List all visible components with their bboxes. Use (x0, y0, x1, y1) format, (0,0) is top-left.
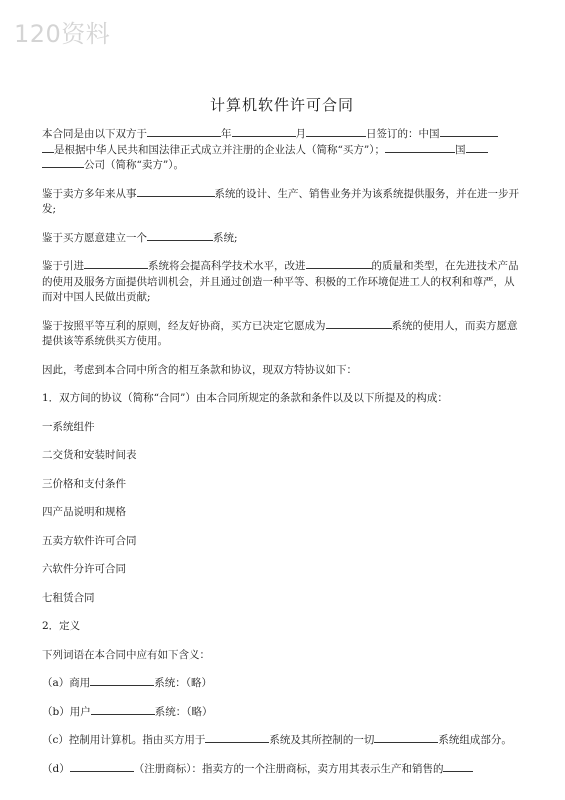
list-item: 四产品说明和规格 (42, 506, 126, 518)
blank-month[interactable] (232, 135, 296, 137)
blank-buyer-name-cont[interactable] (42, 151, 54, 153)
blank-product-name[interactable] (443, 770, 473, 772)
whereas-paragraph-4: 鉴于按照平等互利的原则，经友好协商，买方已决定它愿成为 系统的使用人，而卖方愿意提供该等系统供买方使用。 (42, 319, 518, 347)
blank-system-4[interactable] (326, 327, 392, 329)
list-item: 三价格和支付条件 (42, 477, 126, 490)
definition-b: （b）用户 系统：（略） (42, 705, 213, 718)
intro-paragraph: 本合同是由以下双方于 年 月 日签订的：中国 是根据中华人民共和国法律正式成立并注册的企业法人（简称“买方”）； 国 公司（简称“卖方”）。 (42, 127, 522, 174)
whereas-paragraph-1: 鉴于卖方多年来从事 系统的设计、生产、销售业务并为该系统提供服务，并在进一步开发; (42, 187, 519, 215)
blank-system-2[interactable] (147, 239, 213, 241)
blank-seller-name-cont[interactable] (42, 166, 84, 168)
blank-controlled-system[interactable] (374, 741, 438, 743)
blank-buyer-name[interactable] (440, 135, 498, 137)
list-item: 一系统组件 (42, 420, 95, 433)
blank-year[interactable] (147, 135, 221, 137)
blank-user-system[interactable] (91, 713, 155, 715)
blank-control-system[interactable] (205, 741, 269, 743)
definitions-intro: 下列词语在本合同中应有如下含义： (42, 648, 210, 661)
blank-system-3[interactable] (84, 267, 148, 269)
blank-commercial-system[interactable] (90, 684, 154, 686)
therefore-paragraph: 因此，考虑到本合同中所含的相互条款和协议，现双方特协议如下： (42, 363, 357, 376)
clause-2-heading: 2．定义 (42, 620, 81, 632)
clause-1: 1．双方间的协议（简称“合同”）由本合同所规定的条款和条件以及以下所提及的构成： (42, 392, 448, 404)
contract-page (42, 94, 522, 777)
watermark-logo: 120资料 (14, 20, 111, 48)
definition-d: （d） （注册商标）：指卖方的一个注册商标，卖方用其表示生产和销售的 (42, 762, 522, 778)
list-item: 七租赁合同 (42, 591, 95, 604)
blank-country[interactable] (385, 151, 455, 153)
blank-product[interactable] (306, 267, 372, 269)
blank-system-1[interactable] (137, 195, 215, 197)
definition-a: （a）商用 系统：（略） (42, 677, 213, 689)
list-item: 六软件分许可合同 (42, 563, 126, 575)
list-item: 五卖方软件许可合同 (42, 534, 137, 547)
blank-seller-name[interactable] (466, 151, 488, 153)
definition-c: （c）控制用计算机。指由买方用于 系统及其所控制的一切 系统组成部分。 (42, 734, 512, 746)
blank-trademark[interactable] (70, 770, 134, 772)
whereas-paragraph-2: 鉴于买方愿意建立一个 系统; (42, 231, 238, 244)
blank-day[interactable] (306, 135, 366, 137)
whereas-paragraph-3: 鉴于引进 系统将会提高科学技术水平，改进 的质量和类型，在先进技术产品的使用及服务方面提供培训机会，并且通过创造一种平等、积极的工作环境促进工人的权利和尊严，从而对中国人民做出贡献; (42, 260, 519, 303)
list-item: 二交货和安装时间表 (42, 449, 137, 461)
document-title: 计算机软件许可合同 (209, 96, 354, 114)
